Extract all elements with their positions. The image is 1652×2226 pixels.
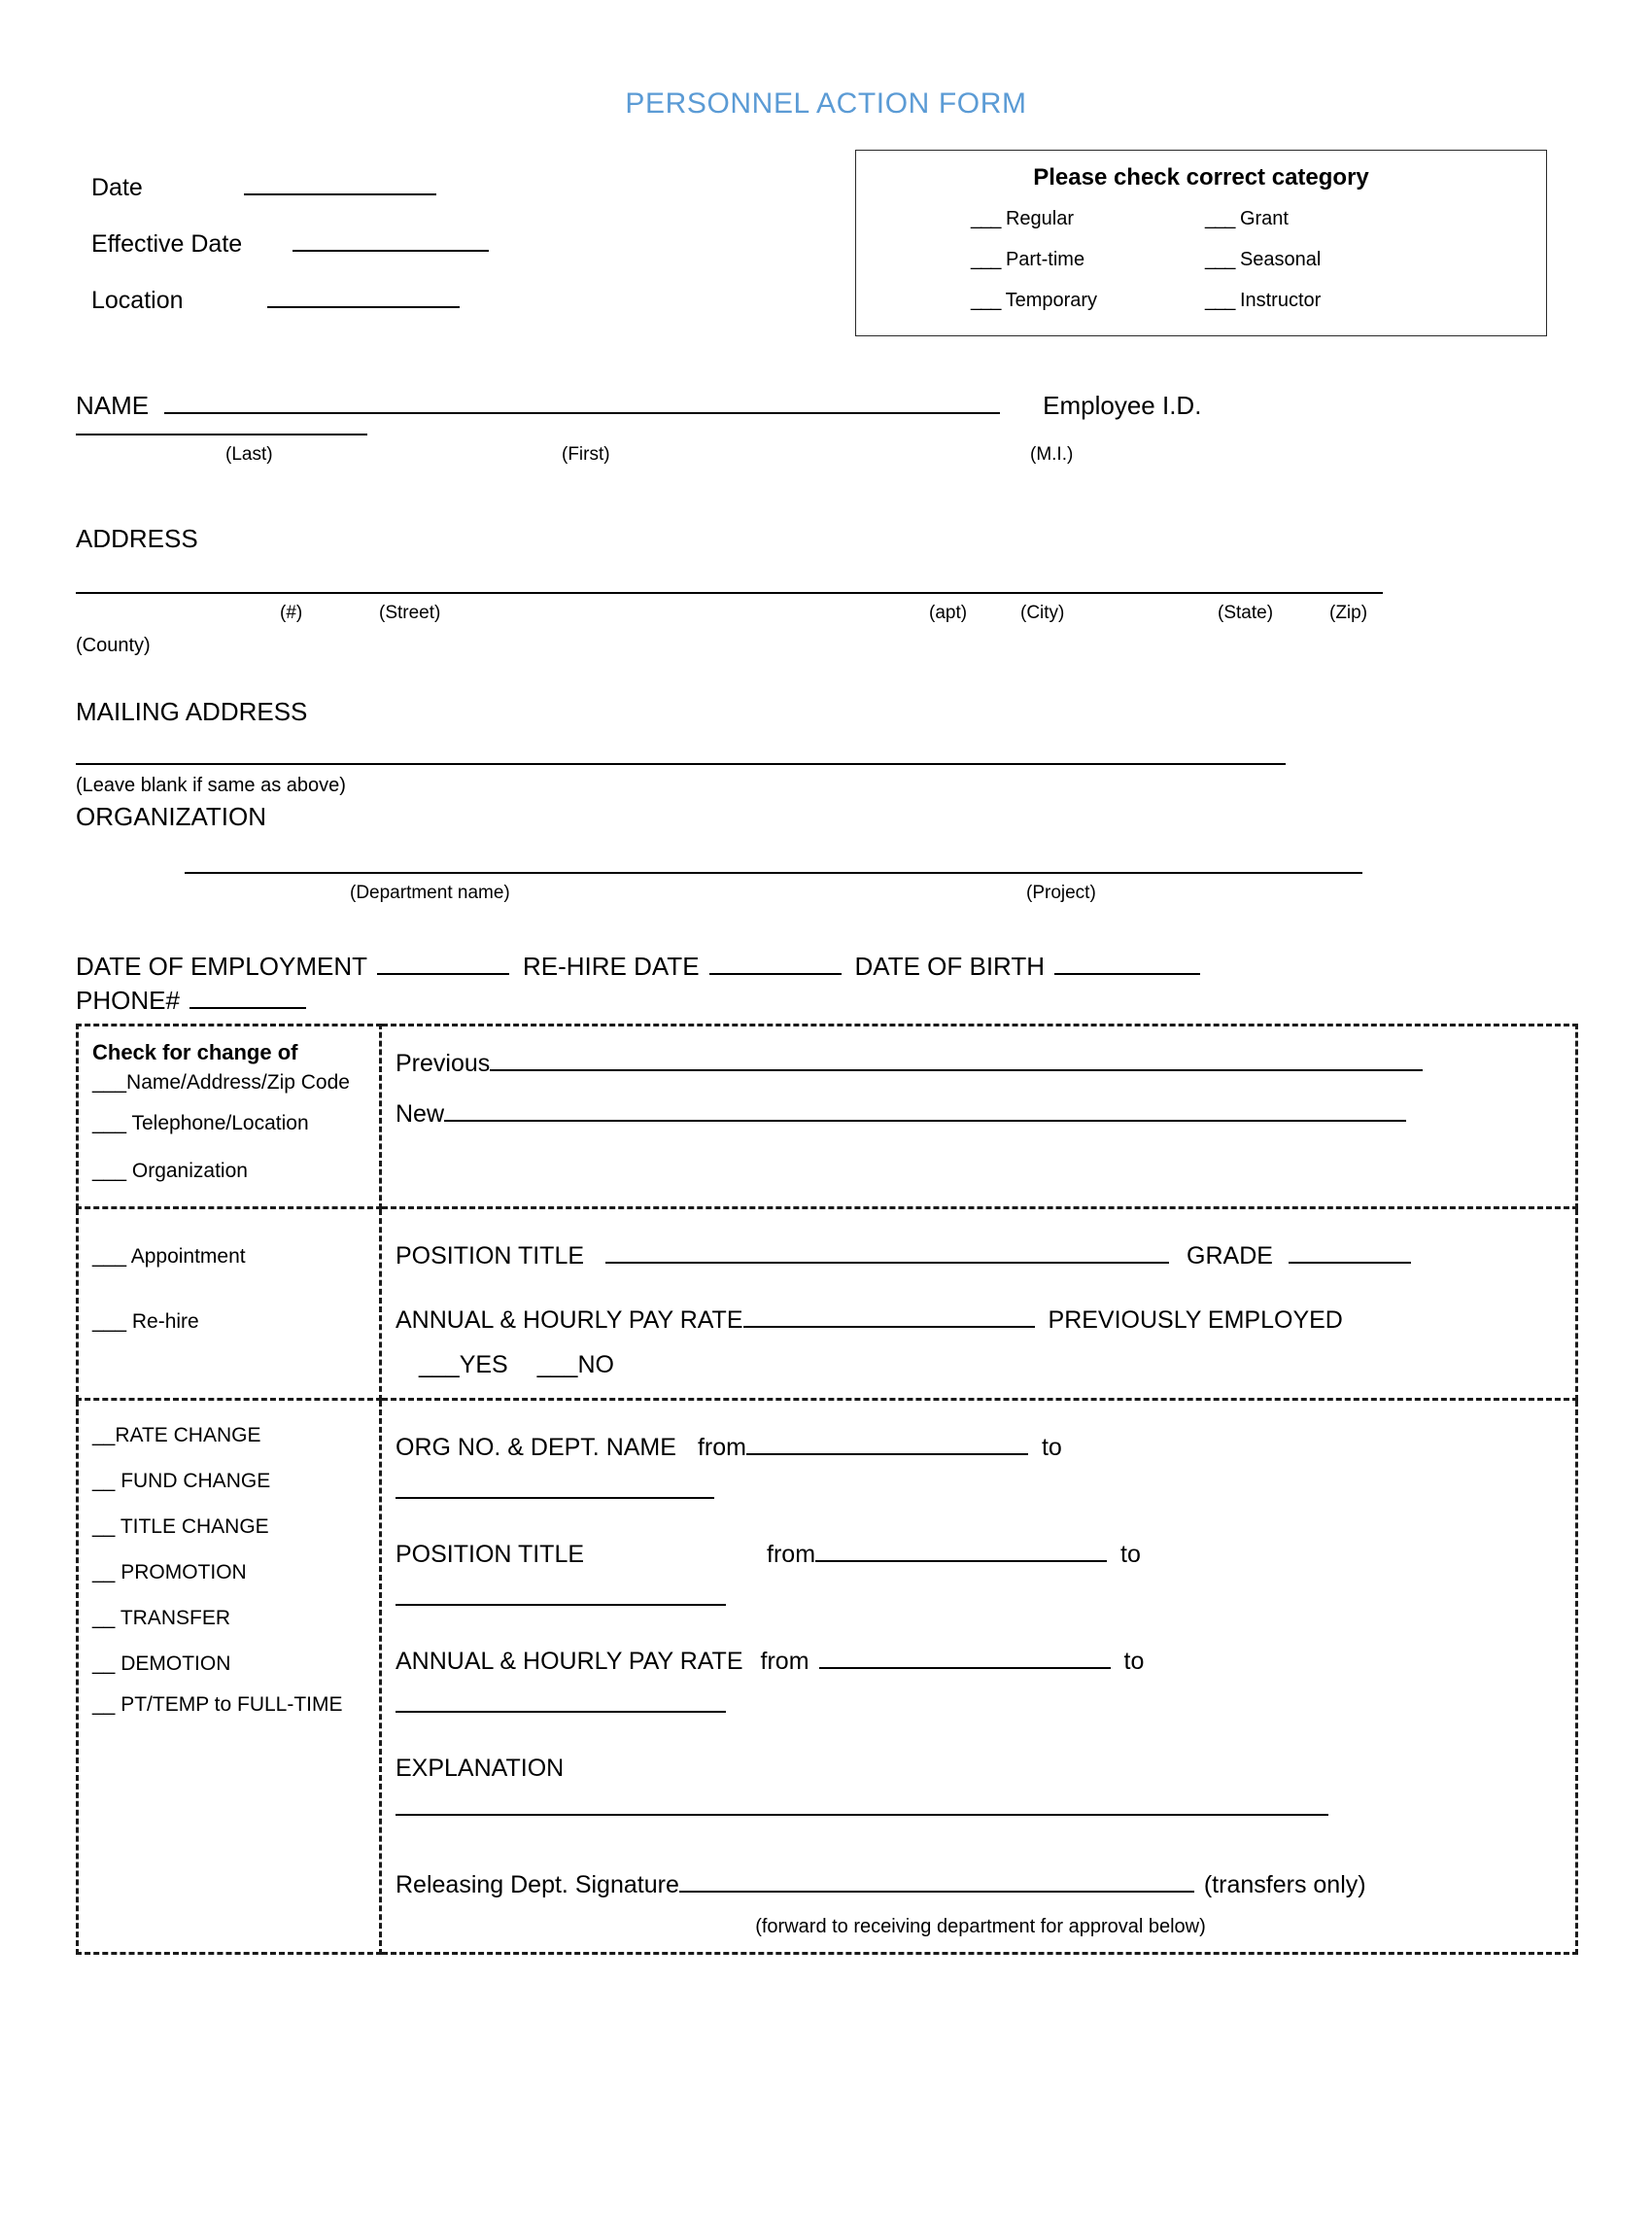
organization-input[interactable] [185, 872, 1362, 874]
org-no-from-input[interactable] [746, 1453, 1028, 1455]
org-no-row [396, 1422, 1566, 1473]
category-blank-part-time: ___ [971, 249, 1001, 270]
name-continuation-row [76, 423, 1576, 440]
address-label: ADDRESS [76, 524, 198, 553]
action-details-cell [381, 1399, 1577, 1953]
org-no-from-label: from [697, 1433, 746, 1461]
field-location-input[interactable] [267, 306, 460, 308]
name-sublabel-last: (Last) [225, 444, 273, 465]
action-pay-to-label: to [1123, 1647, 1145, 1675]
appointment-details-cell [381, 1207, 1577, 1399]
personnel-change-table [76, 1024, 1578, 1955]
name-sublabels [76, 444, 1576, 479]
phone-row [76, 985, 1576, 1017]
name-label: NAME [76, 391, 150, 420]
field-effective-date-input[interactable] [293, 250, 489, 252]
category-label-grant: Grant [1239, 208, 1289, 229]
category-label-seasonal: Seasonal [1239, 249, 1322, 270]
action-pay-rate-label: ANNUAL & HOURLY PAY RATE [396, 1647, 743, 1675]
action-item-fund-change[interactable]: __ FUND CHANGE [92, 1469, 271, 1492]
releasing-signature-label: Releasing Dept. Signature [396, 1870, 679, 1898]
date-of-birth-label: DATE OF BIRTH [854, 952, 1046, 981]
mailing-address-note: (Leave blank if same as above) [76, 775, 346, 796]
mailing-address-input[interactable] [76, 763, 1286, 765]
action-item-promotion[interactable]: __ PROMOTION [92, 1560, 247, 1583]
address-input-row [76, 581, 1576, 599]
new-row [396, 1089, 1566, 1139]
rehire-date-label: RE-HIRE DATE [523, 952, 700, 981]
action-item-transfer[interactable]: __ TRANSFER [92, 1606, 230, 1629]
name-continuation-input[interactable] [76, 434, 367, 435]
action-position-to-input[interactable] [396, 1604, 726, 1606]
transfers-only-label: (transfers only) [1203, 1870, 1366, 1898]
rehire-date-input[interactable] [709, 973, 842, 975]
organization-sublabel-project: (Project) [1026, 883, 1096, 903]
previous-row [396, 1038, 1566, 1089]
action-pay-rate-row [396, 1636, 1566, 1687]
address-sublabel-street: (Street) [379, 603, 441, 623]
address-sublabel-county: (County) [76, 635, 151, 656]
category-option-part-time[interactable] [971, 242, 1205, 277]
organization-input-row [76, 861, 1576, 879]
employment-dates-row [76, 951, 1576, 983]
category-label-regular: Regular [1005, 208, 1074, 229]
address-sublabel-state: (State) [1218, 603, 1274, 623]
org-no-to-input[interactable] [396, 1497, 714, 1499]
mailing-address-label: MAILING ADDRESS [76, 697, 308, 726]
forward-note: (forward to receiving department for approval below) [755, 1915, 1206, 1937]
date-of-employment-input[interactable] [377, 973, 509, 975]
name-sublabel-mi: (M.I.) [1030, 444, 1074, 465]
address-input[interactable] [76, 592, 1383, 594]
category-option-seasonal[interactable] [1205, 242, 1439, 277]
field-location [91, 272, 772, 329]
position-title-row [396, 1231, 1566, 1281]
action-pay-from-label: from [760, 1647, 809, 1675]
category-label-temporary: Temporary [1005, 290, 1098, 311]
change-of-item-name-address-zip[interactable]: ___Name/Address/Zip Code [92, 1070, 350, 1094]
page-title: PERSONNEL ACTION FORM [625, 87, 1027, 120]
organization-sublabel-department: (Department name) [350, 883, 510, 903]
employee-id-label: Employee I.D. [1043, 391, 1202, 420]
new-input[interactable] [444, 1120, 1406, 1122]
category-blank-temporary: ___ [971, 290, 1001, 311]
category-blank-instructor: ___ [1205, 290, 1235, 311]
explanation-input-row [396, 1803, 1566, 1821]
table-row-actions [78, 1399, 1577, 1953]
name-input[interactable] [164, 412, 1000, 414]
field-date [91, 159, 772, 216]
name-row [76, 391, 1576, 421]
action-item-rate-change[interactable]: __RATE CHANGE [92, 1423, 261, 1446]
category-option-temporary[interactable] [971, 283, 1205, 318]
table-row-change-of [78, 1025, 1577, 1207]
action-position-title-row [396, 1529, 1566, 1580]
category-blank-seasonal: ___ [1205, 249, 1235, 270]
change-of-checklist-cell [78, 1025, 381, 1207]
field-date-label: Date [91, 174, 143, 201]
field-date-input[interactable] [244, 193, 436, 195]
explanation-label: EXPLANATION [396, 1754, 565, 1782]
personnel-action-form-page [0, 87, 1652, 2226]
category-blank-regular: ___ [971, 208, 1001, 229]
grade-label: GRADE [1187, 1241, 1273, 1270]
pay-rate-label: ANNUAL & HOURLY PAY RATE [396, 1305, 743, 1334]
org-no-label: ORG NO. & DEPT. NAME [396, 1433, 676, 1461]
position-title-label: POSITION TITLE [396, 1241, 585, 1270]
date-of-employment-label: DATE OF EMPLOYMENT [76, 952, 367, 981]
pay-rate-row [396, 1295, 1566, 1345]
position-title-input[interactable] [605, 1262, 1169, 1264]
explanation-input[interactable] [396, 1814, 1328, 1816]
table-row-appointment [78, 1207, 1577, 1399]
phone-label: PHONE# [76, 986, 180, 1016]
category-options-grid [856, 201, 1546, 318]
category-option-regular[interactable] [971, 201, 1205, 236]
appointment-item-rehire[interactable]: ___ Re-hire [92, 1309, 199, 1333]
organization-sublabels [76, 883, 1576, 914]
category-option-grant[interactable] [1205, 201, 1439, 236]
category-label-part-time: Part-time [1005, 249, 1085, 270]
previously-employed-no[interactable]: ___NO [536, 1350, 614, 1378]
action-pay-to-input[interactable] [396, 1711, 726, 1713]
category-option-instructor[interactable] [1205, 283, 1439, 318]
pay-rate-input[interactable] [743, 1326, 1035, 1328]
address-sublabel-zip: (Zip) [1329, 603, 1368, 623]
address-sublabels [76, 603, 1576, 634]
previous-label: Previous [396, 1049, 491, 1077]
appointment-checklist-cell [78, 1207, 381, 1399]
category-box [855, 150, 1547, 336]
change-of-item-telephone-location[interactable]: ___ Telephone/Location [92, 1111, 309, 1134]
date-of-birth-input[interactable] [1054, 973, 1200, 975]
action-position-from-label: from [767, 1540, 816, 1568]
action-position-from-input[interactable] [815, 1560, 1107, 1562]
field-effective-date [91, 216, 772, 272]
action-pay-to-row [396, 1700, 1566, 1718]
form-body [76, 391, 1576, 1955]
category-box-heading: Please check correct category [1033, 164, 1369, 191]
action-position-to-row [396, 1593, 1566, 1611]
previously-employed-label: PREVIOUSLY EMPLOYED [1048, 1305, 1343, 1334]
previous-input[interactable] [490, 1069, 1423, 1071]
name-sublabel-first: (First) [562, 444, 610, 465]
address-sublabel-apt: (apt) [929, 603, 968, 623]
action-pay-from-input[interactable] [819, 1667, 1111, 1669]
header-fields-group [91, 159, 772, 329]
action-item-pt-temp-to-full-time[interactable]: __ PT/TEMP to FULL-TIME [92, 1692, 343, 1716]
action-item-title-change[interactable]: __ TITLE CHANGE [92, 1514, 269, 1538]
change-of-item-organization[interactable]: ___ Organization [92, 1159, 248, 1182]
new-label: New [396, 1099, 445, 1128]
grade-input[interactable] [1289, 1262, 1411, 1264]
field-effective-date-label: Effective Date [91, 230, 243, 258]
action-checklist-cell [78, 1399, 381, 1953]
org-no-to-label: to [1041, 1433, 1062, 1461]
category-label-instructor: Instructor [1239, 290, 1322, 311]
address-sublabel-number: (#) [280, 603, 303, 623]
action-item-demotion[interactable]: __ DEMOTION [92, 1652, 231, 1675]
header-section [76, 159, 1576, 344]
previously-employed-options [396, 1345, 1566, 1384]
field-location-label: Location [91, 287, 184, 314]
address-sublabel-city: (City) [1020, 603, 1065, 623]
releasing-signature-input[interactable] [679, 1891, 1194, 1893]
releasing-signature-row [396, 1860, 1566, 1910]
category-blank-grant: ___ [1205, 208, 1235, 229]
previously-employed-yes[interactable]: ___YES [419, 1350, 508, 1378]
action-position-title-label: POSITION TITLE [396, 1540, 585, 1568]
org-no-to-row [396, 1486, 1566, 1504]
organization-label: ORGANIZATION [76, 802, 266, 831]
action-position-to-label: to [1120, 1540, 1141, 1568]
mailing-address-input-row [76, 752, 1576, 770]
previous-new-cell [381, 1025, 1577, 1207]
appointment-item-appointment[interactable]: ___ Appointment [92, 1244, 246, 1268]
phone-input[interactable] [189, 1007, 306, 1009]
change-of-heading: Check for change of [92, 1039, 298, 1064]
